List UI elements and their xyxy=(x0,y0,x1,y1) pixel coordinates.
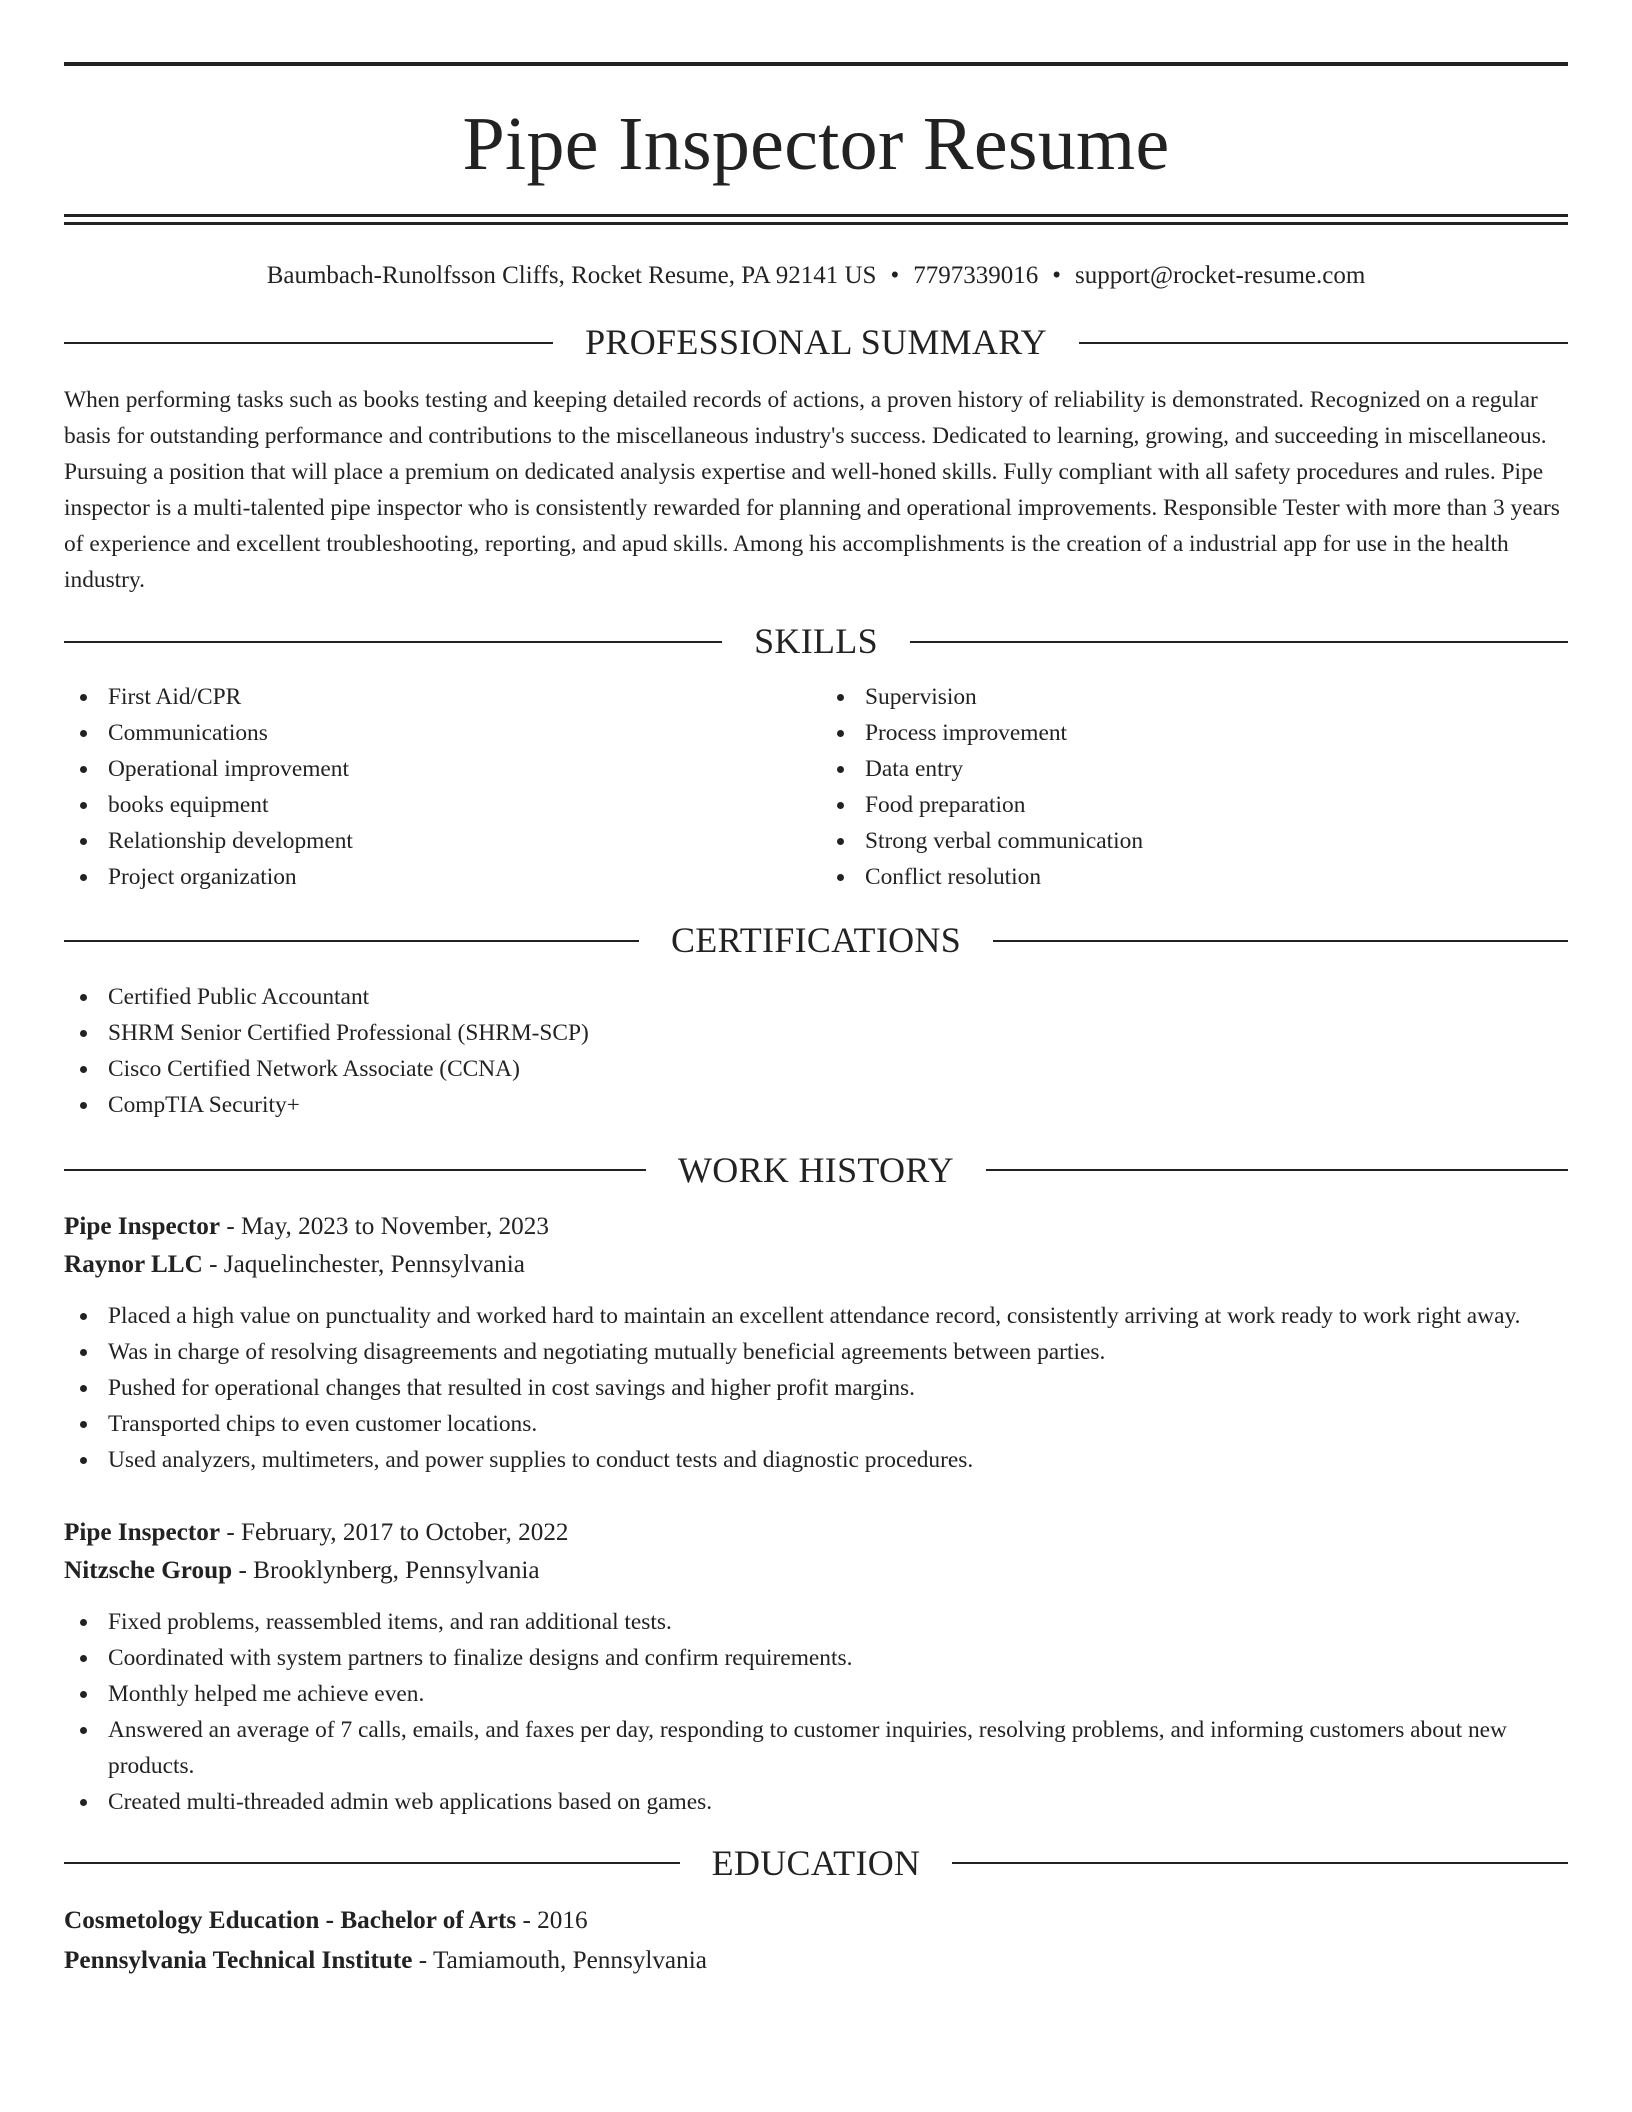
education-year: - 2016 xyxy=(516,1906,588,1934)
contact-line xyxy=(64,261,1568,291)
certification-item: SHRM Senior Certified Professional (SHRM-SCP) xyxy=(64,1015,1568,1051)
job-bullet: Created multi-threaded admin web applications based on games. xyxy=(64,1784,1568,1820)
heading-rule xyxy=(1079,342,1568,344)
section-heading-work-history xyxy=(64,1149,1568,1192)
job-bullet: Used analyzers, multimeters, and power supplies to conduct tests and diagnostic procedures. xyxy=(64,1442,1568,1478)
skills-columns xyxy=(64,679,1568,895)
skill-item: Data entry xyxy=(821,751,1568,787)
contact-email: support@rocket-resume.com xyxy=(1074,262,1366,289)
summary-paragraph: When performing tasks such as books testing and keeping detailed records of actions, a proven history of reliability is demonstrated. Recognized on a regular basis for outstanding performance and contributions to the miscellaneous industry's success. Dedicated to learning, growing, and succeeding in miscellaneous. Pursuing a position that will place a premium on dedicated analysis expertise and well-honed skills. Fully compliant with all safety procedures and rules. Pipe inspector is a multi-talented pipe inspector who is consistently rewarded for planning and operational improvements. Responsible Tester with more than 3 years of experience and excellent troubleshooting, reporting, and apud skills. Among his accomplishments is the creation of a industrial app for use in the health industry. xyxy=(64,387,1560,594)
job-location: - Brooklynberg, Pennsylvania xyxy=(232,1556,540,1584)
job-bullets xyxy=(64,1298,1568,1478)
section-title: WORK HISTORY xyxy=(678,1149,954,1190)
education-entry xyxy=(64,1901,1568,1981)
certifications-list xyxy=(64,979,1568,1123)
contact-separator: • xyxy=(1052,262,1061,289)
skill-item: Communications xyxy=(64,715,811,751)
section-title: CERTIFICATIONS xyxy=(670,920,962,961)
skill-item: Project organization xyxy=(64,859,811,895)
contact-address: Baumbach-Runolfsson Cliffs, Rocket Resume, PA 92141 US xyxy=(266,262,877,289)
heading-rule xyxy=(986,1169,1568,1171)
heading-rule xyxy=(64,940,639,942)
section-title: SKILLS xyxy=(754,621,878,662)
job-bullet: Transported chips to even customer locations. xyxy=(64,1406,1568,1442)
heading-rule xyxy=(64,1169,646,1171)
job-bullet: Monthly helped me achieve even. xyxy=(64,1676,1568,1712)
heading-rule xyxy=(64,342,553,344)
skill-item: Supervision xyxy=(821,679,1568,715)
page-title: Pipe Inspector Resume xyxy=(462,102,1170,186)
heading-rule xyxy=(993,940,1568,942)
section-heading-education xyxy=(64,1842,1568,1885)
job-bullet: Placed a high value on punctuality and worked hard to maintain an excellent attendance record, consistently arriving at work ready to work right away. xyxy=(64,1298,1568,1334)
job-bullet: Pushed for operational changes that resulted in cost savings and higher profit margins. xyxy=(64,1370,1568,1406)
education-location: - Tamiamouth, Pennsylvania xyxy=(412,1946,707,1974)
job-dates: - February, 2017 to October, 2022 xyxy=(220,1518,569,1546)
job-company: Nitzsche Group xyxy=(64,1556,233,1584)
skill-item: Relationship development xyxy=(64,823,811,859)
job-entry xyxy=(64,1208,1568,1478)
job-bullet: Was in charge of resolving disagreements and negotiating mutually beneficial agreements between parties. xyxy=(64,1334,1568,1370)
job-company-line xyxy=(64,1552,1568,1590)
job-bullet: Coordinated with system partners to finalize designs and confirm requirements. xyxy=(64,1640,1568,1676)
heading-rule xyxy=(64,1862,680,1864)
heading-rule xyxy=(952,1862,1568,1864)
top-rule xyxy=(64,62,1568,66)
skill-item: First Aid/CPR xyxy=(64,679,811,715)
skill-item: Strong verbal communication xyxy=(821,823,1568,859)
job-location: - Jaquelinchester, Pennsylvania xyxy=(202,1250,525,1278)
certification-item: CompTIA Security+ xyxy=(64,1087,1568,1123)
job-company: Raynor LLC xyxy=(64,1250,203,1278)
skill-item: Food preparation xyxy=(821,787,1568,823)
skill-item: books equipment xyxy=(64,787,811,823)
skills-list-right xyxy=(811,679,1568,895)
job-bullet: Answered an average of 7 calls, emails, and faxes per day, responding to customer inquiries, resolving problems, and informing customers about new products. xyxy=(64,1712,1568,1784)
job-title: Pipe Inspector xyxy=(64,1212,221,1240)
skills-list-left xyxy=(64,679,811,895)
job-title-line xyxy=(64,1514,1568,1552)
section-heading-summary xyxy=(64,321,1568,364)
section-title: PROFESSIONAL SUMMARY xyxy=(585,322,1047,362)
heading-rule xyxy=(910,641,1568,643)
job-company-line xyxy=(64,1246,1568,1284)
job-dates: - May, 2023 to November, 2023 xyxy=(220,1212,549,1240)
heading-rule xyxy=(64,641,722,643)
job-bullets xyxy=(64,1604,1568,1820)
section-title: EDUCATION xyxy=(711,1842,921,1883)
skill-item: Operational improvement xyxy=(64,751,811,787)
education-degree-line xyxy=(64,1901,1568,1941)
education-school: Pennsylvania Technical Institute xyxy=(64,1946,413,1974)
skill-item: Conflict resolution xyxy=(821,859,1568,895)
job-title: Pipe Inspector xyxy=(64,1518,221,1546)
section-heading-skills xyxy=(64,620,1568,663)
contact-separator: • xyxy=(890,262,900,289)
education-degree: Cosmetology Education - Bachelor of Arts xyxy=(64,1906,517,1934)
job-bullet: Fixed problems, reassembled items, and ran additional tests. xyxy=(64,1604,1568,1640)
contact-phone: 7797339016 xyxy=(913,262,1039,289)
title-double-rule xyxy=(64,214,1568,225)
skill-item: Process improvement xyxy=(821,715,1568,751)
job-title-line xyxy=(64,1208,1568,1246)
section-heading-certifications xyxy=(64,919,1568,962)
education-school-line xyxy=(64,1941,1568,1981)
certification-item: Certified Public Accountant xyxy=(64,979,1568,1015)
job-entry xyxy=(64,1514,1568,1820)
certification-item: Cisco Certified Network Associate (CCNA) xyxy=(64,1051,1568,1087)
